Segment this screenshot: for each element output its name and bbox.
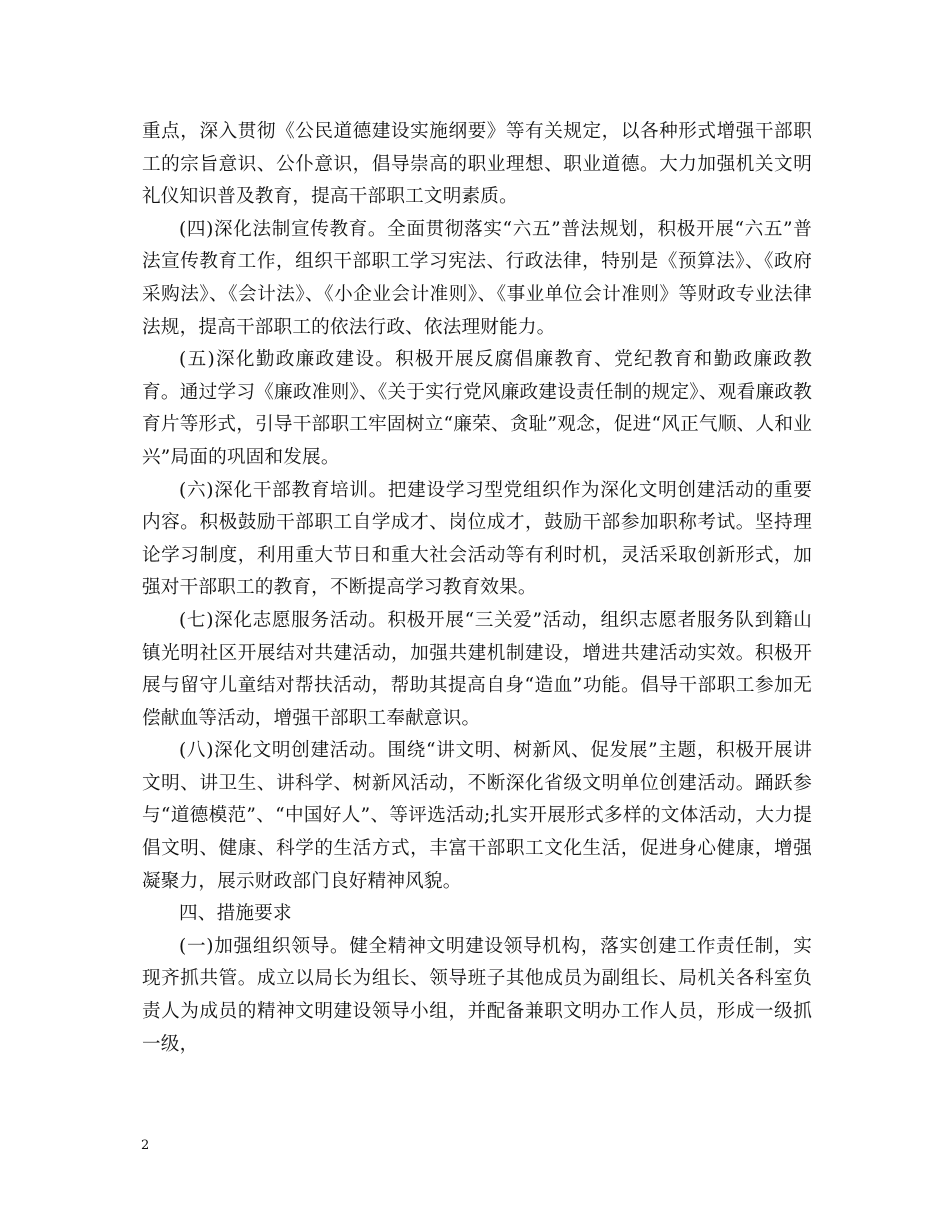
section-heading-measures: 四、措施要求: [179, 903, 292, 925]
paragraph-section-8: (八)深化文明创建活动。围绕“讲文明、树新风、促发展”主题，积极开展讲文明、讲卫生、讲科学、树新风活动，不断深化省级文明单位创建活动。踊跃参与“道德模范”、“中国好人”、等评选活动;扎实开展形式多样的文体活动，大力提倡文明、健康、科学的生活方式，丰富干部职工文化生活，促进身心健康，增强凝聚力，展示财政部门良好精神风貌。: [142, 740, 812, 892]
document-body: [142, 116, 812, 1061]
paragraph-section-6: (六)深化干部教育培训。把建设学习型党组织作为深化文明创建活动的重要内容。积极鼓励干部职工自学成才、岗位成才，鼓励干部参加职称考试。坚持理论学习制度，利用重大节日和重大社会活动等有利时机，灵活采取创新形式，加强对干部职工的教育，不断提高学习教育效果。: [142, 479, 812, 599]
paragraph-measure-1: (一)加强组织领导。健全精神文明建设领导机构，落实创建工作责任制，实现齐抓共管。成立以局长为组长、领导班子其他成员为副组长、局机关各科室负责人为成员的精神文明建设领导小组，并配备兼职文明办工作人员，形成一级抓一级，: [142, 935, 812, 1055]
paragraph-section-4: (四)深化法制宣传教育。全面贯彻落实“六五”普法规划，积极开展“六五”普法宣传教育工作，组织干部职工学习宪法、行政法律，特别是《预算法》、《政府采购法》、《会计法》、《小企业会计准则》、《事业单位会计准则》等财政专业法律法规，提高干部职工的依法行政、依法理财能力。: [142, 218, 812, 338]
paragraph-continuation: 重点，深入贯彻《公民道德建设实施纲要》等有关规定，以各种形式增强干部职工的宗旨意识、公仆意识，倡导崇高的职业理想、职业道德。大力加强机关文明礼仪知识普及教育，提高干部职工文明素质。: [142, 121, 812, 208]
page-number: 2: [141, 1138, 150, 1153]
paragraph-section-7: (七)深化志愿服务活动。积极开展“三关爱”活动，组织志愿者服务队到籍山镇光明社区开展结对共建活动，加强共建机制建设，增进共建活动实效。积极开展与留守儿童结对帮扶活动，帮助其提高自身“造血”功能。倡导干部职工参加无偿献血等活动，增强干部职工奉献意识。: [142, 609, 812, 729]
paragraph-section-5: (五)深化勤政廉政建设。积极开展反腐倡廉教育、党纪教育和勤政廉政教育。通过学习《廉政准则》、《关于实行党风廉政建设责任制的规定》、观看廉政教育片等形式，引导干部职工牢固树立“廉荣、贪耻”观念，促进“风正气顺、人和业兴”局面的巩固和发展。: [142, 349, 812, 468]
